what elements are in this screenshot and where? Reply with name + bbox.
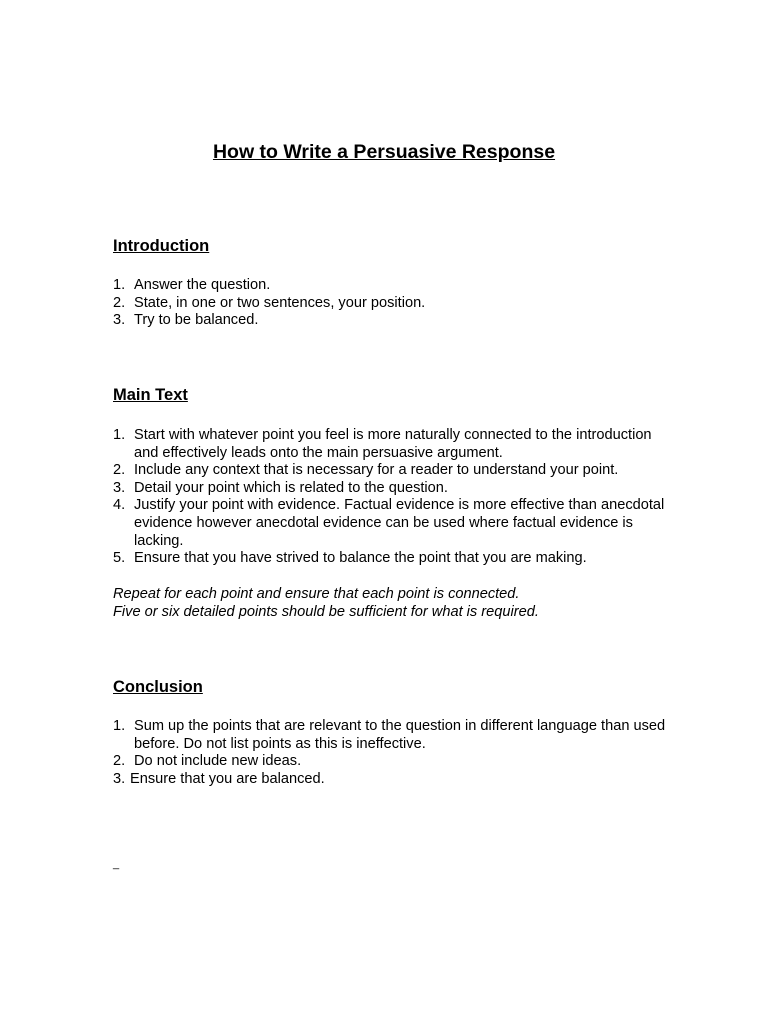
list-item bbox=[113, 427, 673, 462]
list-item bbox=[113, 497, 673, 550]
list-item-text: Include any context that is necessary for a reader to understand your point. bbox=[134, 462, 619, 479]
list-item bbox=[113, 753, 673, 771]
main-text-list bbox=[113, 427, 673, 568]
list-item bbox=[113, 277, 673, 295]
list-item-text: Ensure that you are balanced. bbox=[130, 770, 325, 787]
list-item-number: 5. bbox=[113, 550, 126, 567]
list-item bbox=[113, 718, 673, 753]
main-text-note bbox=[113, 586, 673, 621]
page-title: How to Write a Persuasive Response bbox=[212, 141, 556, 163]
conclusion-heading: Conclusion bbox=[113, 678, 203, 696]
list-item-text: Justify your point with evidence. Factual evidence is more effective than anecdotal evidence however anecdotal evidence can be used where factual evidence is lacking. bbox=[134, 497, 665, 549]
list-item-number: 2. bbox=[113, 294, 126, 311]
list-item-number: 1. bbox=[113, 718, 126, 734]
introduction-heading: Introduction bbox=[113, 237, 210, 255]
list-item-text: Try to be balanced. bbox=[134, 312, 259, 329]
main-text-heading: Main Text bbox=[113, 386, 188, 404]
list-item-number: 4. bbox=[113, 497, 126, 514]
list-item-number: 1. bbox=[113, 427, 126, 443]
list-item-number: 2. bbox=[113, 753, 126, 770]
list-item-number: 3. bbox=[113, 312, 126, 329]
list-item bbox=[113, 312, 673, 330]
list-item-text: Detail your point which is related to the question. bbox=[134, 479, 448, 496]
list-item-number: 2. bbox=[113, 462, 126, 479]
trailing-mark: _ bbox=[113, 858, 120, 870]
list-item-text: Sum up the points that are relevant to the question in different language than used before. Do not list points as this is ineffective. bbox=[134, 718, 666, 752]
note-line: Repeat for each point and ensure that each point is connected. bbox=[113, 586, 520, 602]
list-item bbox=[113, 462, 673, 480]
list-item-text: Ensure that you have strived to balance the point that you are making. bbox=[134, 550, 587, 567]
list-item-text: Start with whatever point you feel is more naturally connected to the introduction and effectively leads onto the main persuasive argument. bbox=[134, 427, 652, 461]
list-item-number: 1. bbox=[113, 277, 126, 293]
list-item-number: 3. bbox=[113, 479, 126, 496]
list-item bbox=[113, 295, 673, 313]
list-item-number: 3. bbox=[113, 770, 126, 787]
list-item bbox=[113, 480, 673, 498]
list-item bbox=[113, 771, 673, 789]
list-item-text: Do not include new ideas. bbox=[134, 753, 302, 770]
conclusion-list bbox=[113, 718, 673, 788]
list-item bbox=[113, 550, 673, 568]
introduction-list bbox=[113, 277, 673, 330]
note-line: Five or six detailed points should be sufficient for what is required. bbox=[113, 603, 539, 620]
list-item-text: State, in one or two sentences, your position. bbox=[134, 294, 426, 311]
list-item-text: Answer the question. bbox=[134, 277, 271, 293]
